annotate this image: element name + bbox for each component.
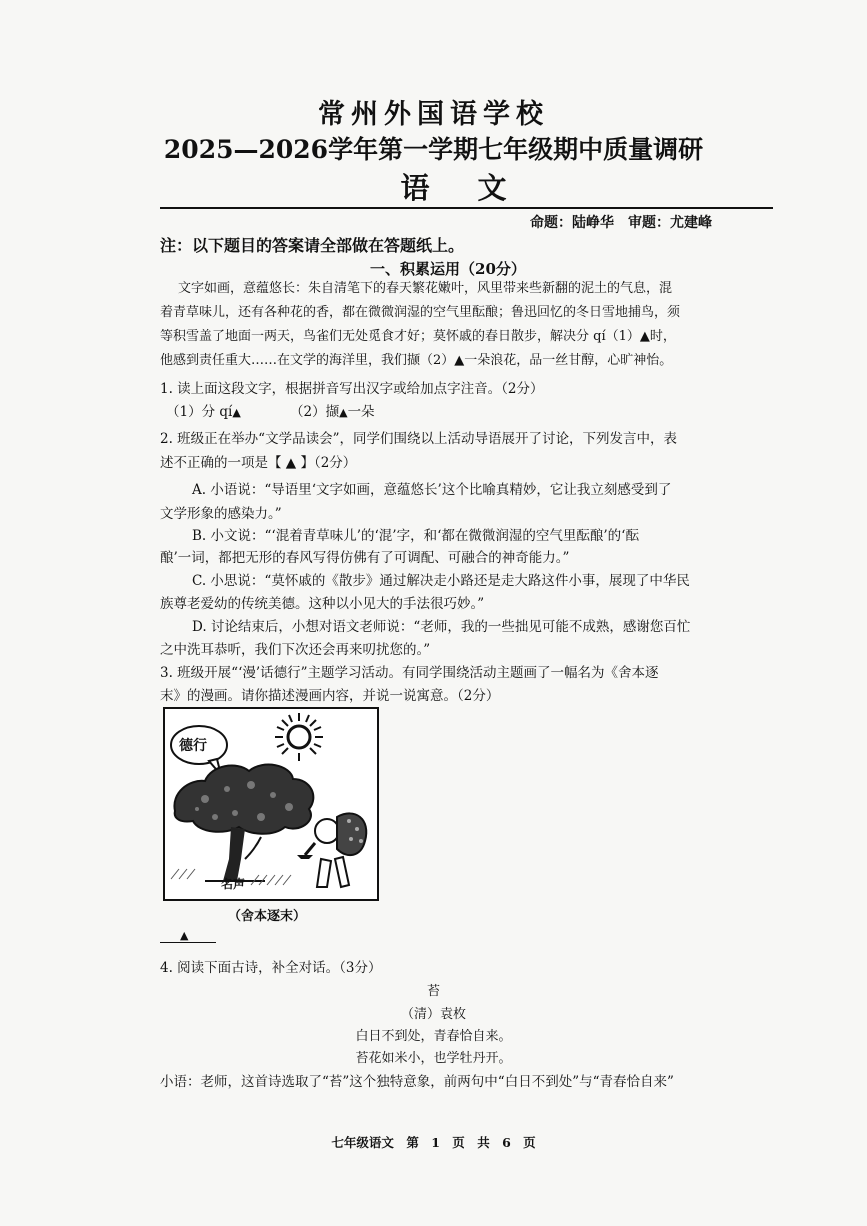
q4-dialogue: 小语：老师，这首诗选取了“苔”这个独特意象，前两句中“白日不到处”与“青春恰自来”	[160, 1074, 674, 1090]
school-name: 常州外国语学校	[318, 99, 549, 130]
q2-option-c-line-1: C. 小思说：“莫怀戚的《散步》通过解决走小路还是走大路这件小事，展现了中华民	[192, 573, 690, 589]
passage-line-4: 他感到责任重大……在文学的海洋里，我们撷（2）▲一朵浪花，品一丝甘醇，心旷神怡。	[160, 353, 673, 368]
q2-stem-line-1: 2. 班级正在举办“文学品读会”，同学们围绕以上活动导语展开了讨论，下列发言中，表	[160, 431, 677, 447]
q1-part2-tail: 一朵	[347, 404, 375, 420]
q3-answer-marker: ▲	[180, 929, 189, 942]
subject-title: 语文	[400, 171, 555, 205]
ground-label: 名声	[221, 877, 246, 891]
q1-part2-marker: ▲	[339, 406, 348, 419]
q2-option-d-line-2: 之中洗耳恭听，我们下次还会再来叨扰您的。”	[160, 642, 431, 658]
q2-option-b-line-1: B. 小文说：“‘混着青草味儿’的‘混’字，和‘都在微微润湿的空气里酝酿’的‘酝	[192, 528, 639, 544]
q2-option-d-line-1: D. 讨论结束后，小想对语文老师说：“老师，我的一些拙见可能不成熟，感谢您百忙	[192, 619, 691, 635]
person-figure-icon	[297, 813, 366, 887]
bubble-label: 德行	[179, 738, 207, 754]
page-footer: 七年级语文 第 1 页 共 6 页	[331, 1135, 536, 1150]
passage-line-1: 文字如画，意蕴悠长：朱自清笔下的春天繁花嫩叶，风里带来些新翻的泥土的气息，混	[178, 281, 673, 296]
cartoon-image	[163, 707, 379, 901]
exam-title: 2025—2026学年第一学期七年级期中质量调研	[163, 135, 704, 164]
q2-option-a-line-2: 文学形象的感染力。”	[160, 506, 282, 522]
passage-line-3: 等积雪盖了地面一两天，鸟雀们无处觅食才好；莫怀戚的春日散步，解决分 qí（1）▲时，	[160, 329, 676, 344]
q1-part1-label: （1）分 qí	[166, 404, 233, 420]
q1-stem: 1. 读上面这段文字，根据拼音写出汉字或给加点字注音。（2分）	[160, 381, 544, 397]
poem-line-1: 白日不到处，青春恰自来。	[355, 1029, 512, 1044]
q3-stem-line-2: 末》的漫画。请你描述漫画内容，并说一说寓意。（2分）	[160, 688, 500, 704]
cartoon-caption: （舍本逐末）	[228, 909, 307, 924]
poem-author: （清）袁枚	[400, 1007, 466, 1022]
q4-stem: 4. 阅读下面古诗，补全对话。（3分）	[160, 960, 382, 976]
q1-part1	[166, 400, 241, 420]
q2-option-a-line-1: A. 小语说：“导语里‘文字如画，意蕴悠长’这个比喻真精妙，它让我立刻感受到了	[192, 482, 672, 498]
passage-line-2: 着青草味儿，还有各种花的香，都在微微润湿的空气里酝酿；鲁迅回忆的冬日雪地捕鸟，须	[160, 305, 681, 320]
sun-icon	[275, 713, 323, 761]
tree-icon	[174, 765, 313, 881]
poem-title: 苔	[426, 984, 440, 999]
q1-part2-label: （2）撷	[290, 404, 340, 420]
authors-line: 命题：陆峥华 审题：尤建峰	[530, 215, 712, 231]
q1-part2	[290, 400, 375, 420]
header-divider	[160, 207, 773, 209]
q2-option-c-line-2: 族尊老爱幼的传统美德。这种以小见大的手法很巧妙。”	[160, 596, 485, 612]
q1-part1-marker: ▲	[232, 406, 241, 419]
answer-notice: 注：以下题目的答案请全部做在答题纸上。	[160, 236, 465, 255]
q2-stem-line-2: 述不正确的一项是【 ▲ 】（2分）	[160, 455, 357, 471]
section-heading: 一、积累运用（20分）	[370, 260, 526, 278]
poem-line-2: 苔花如米小，也学牡丹开。	[355, 1051, 512, 1066]
q2-option-b-line-2: 酿’一词，都把无形的春风写得仿佛有了可调配、可融合的神奇能力。”	[160, 550, 570, 566]
q3-stem-line-1: 3. 班级开展“‘漫’话德行”主题学习活动。有同学围绕活动主题画了一幅名为《舍本逐	[160, 665, 659, 681]
